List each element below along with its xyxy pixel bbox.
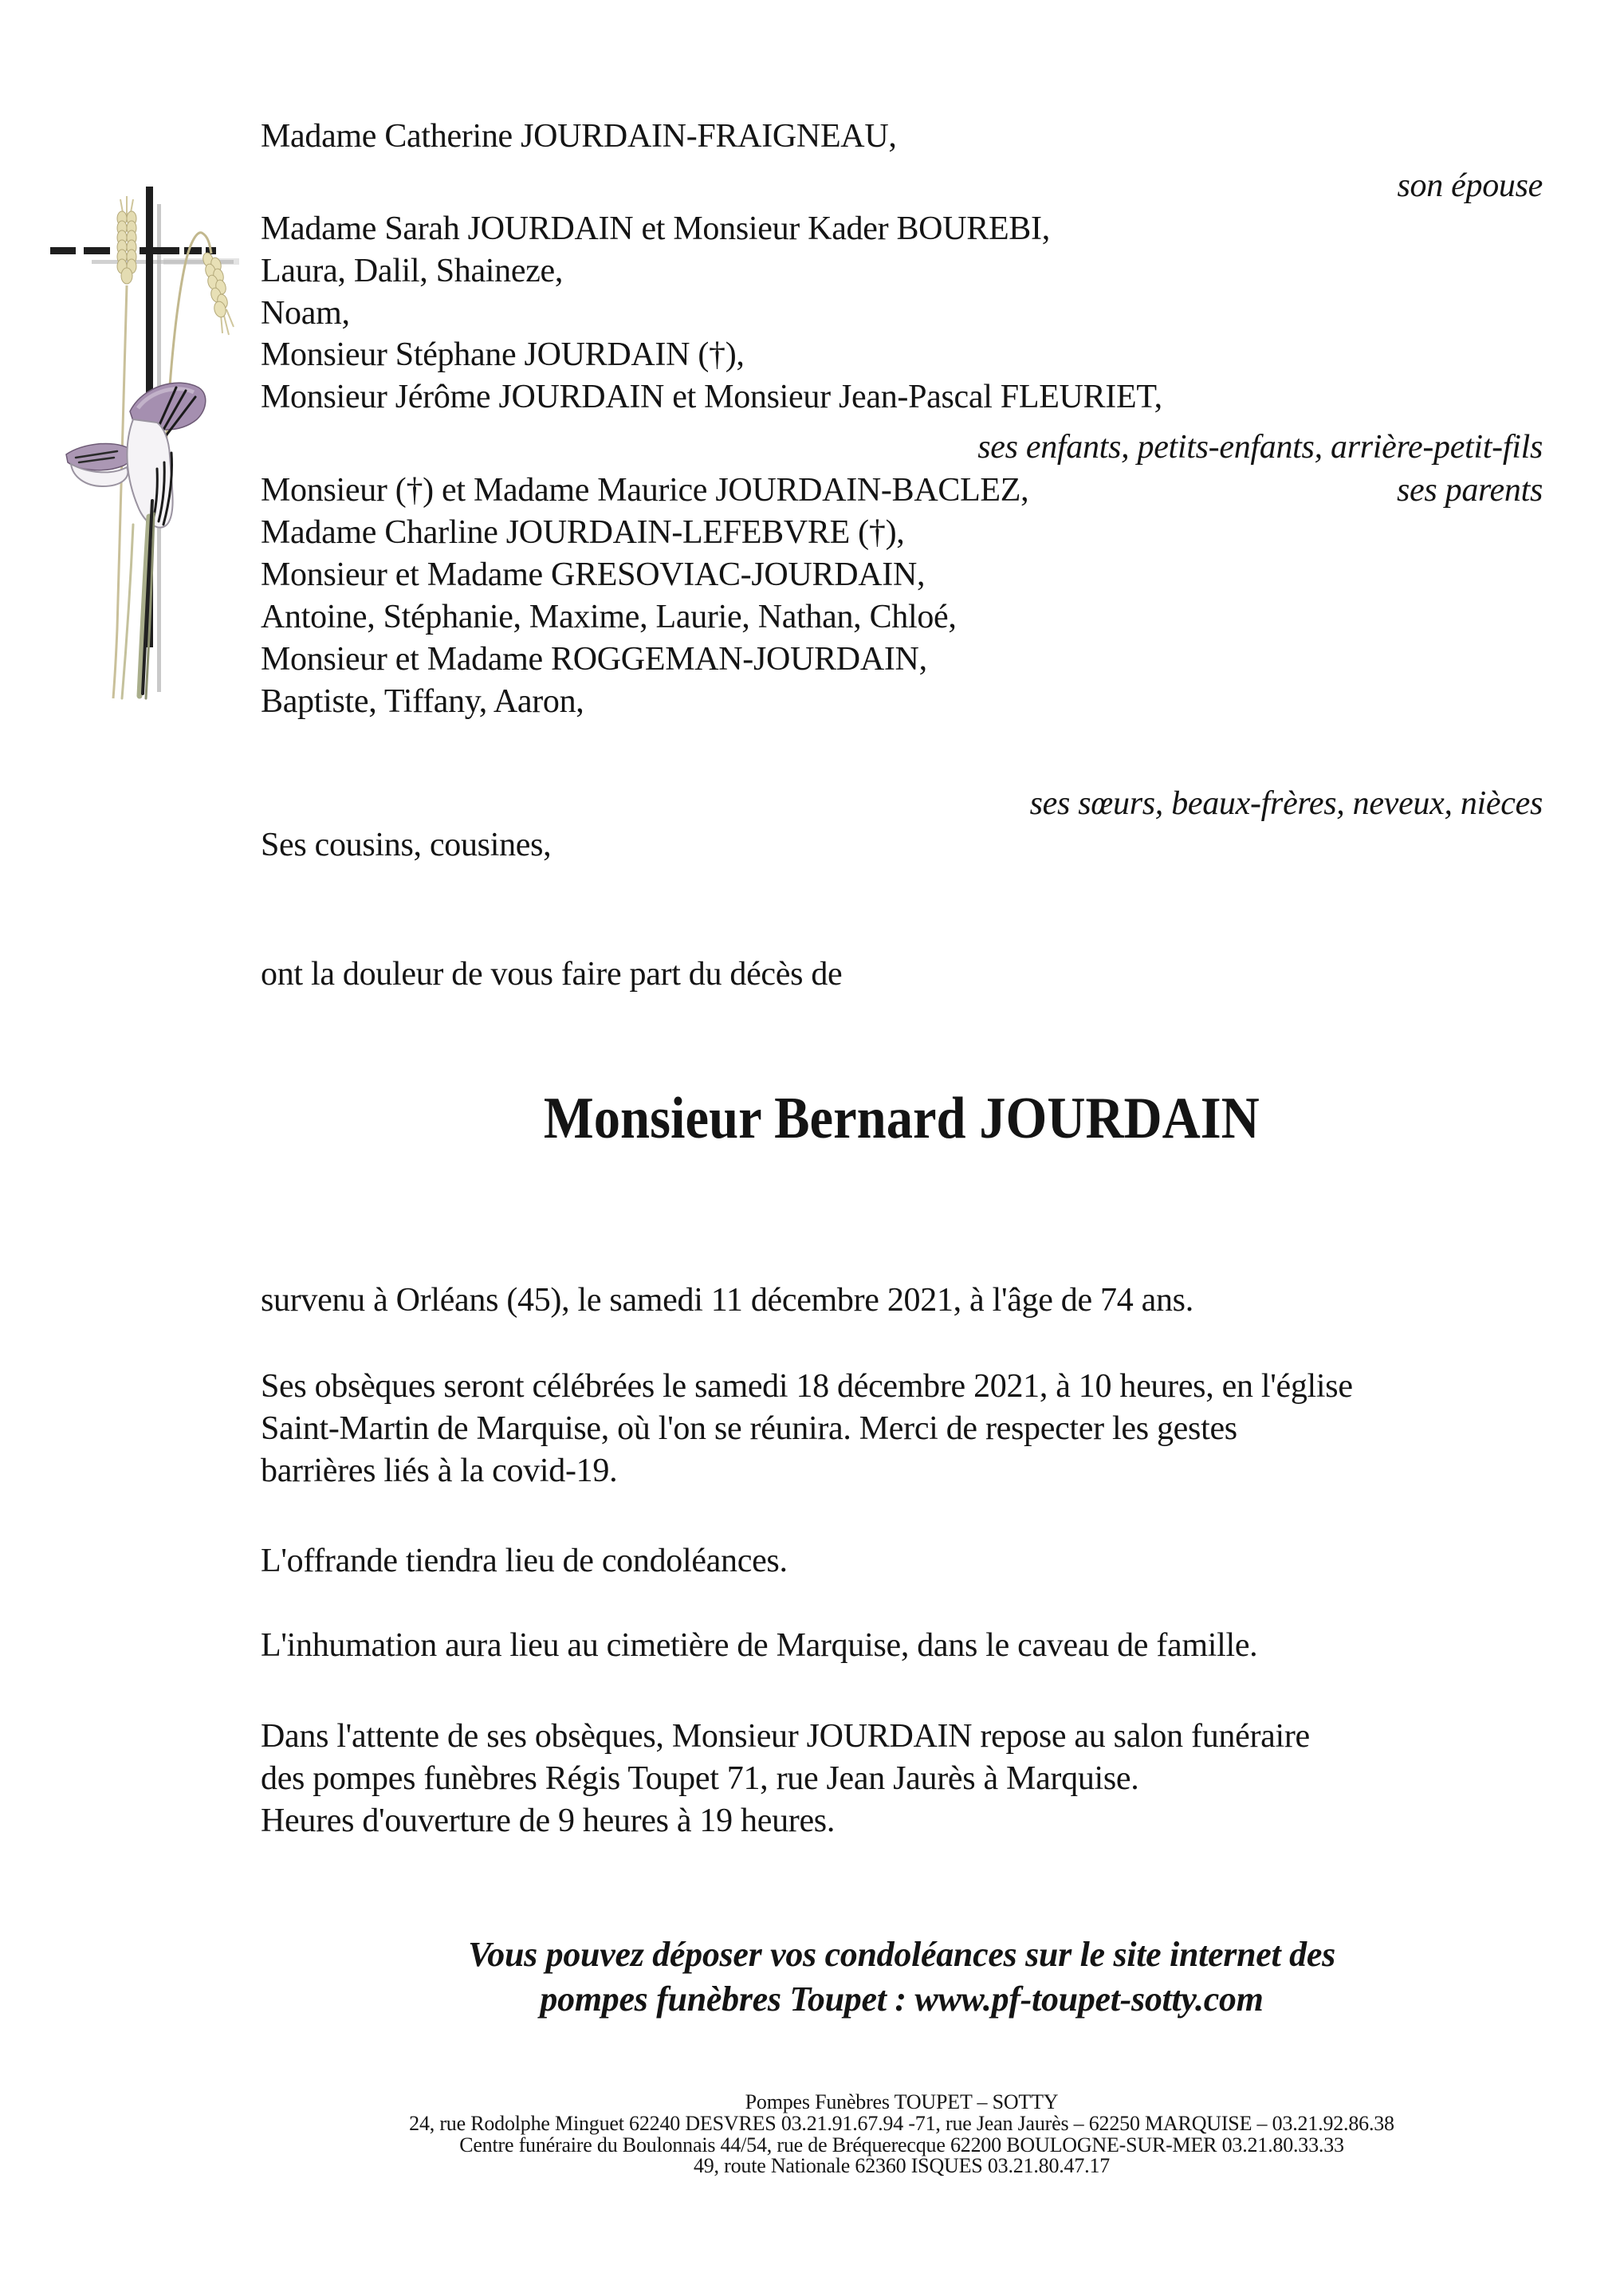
children-line-2: Laura, Dalil, Shaineze,: [261, 253, 564, 289]
condolences-line-2: pompes funèbres Toupet : www.pf-toupet-sotty.com: [540, 1980, 1264, 2019]
service-line-3: barrières liés à la covid-19.: [261, 1453, 618, 1489]
children-line-5: Monsieur Jérôme JOURDAIN et Monsieur Jean-Pascal FLEURIET,: [261, 379, 1162, 415]
footer-company-name: Pompes Funèbres TOUPET – SOTTY: [745, 2090, 1059, 2113]
service-line-1: Ses obsèques seront célébrées le samedi 18 décembre 2021, à 10 heures, en l'église: [261, 1368, 1353, 1405]
calla-lily-main-blossom: [127, 383, 205, 527]
footer-location-3: 49, route Nationale 62360 ISQUES 03.21.80.47.17: [693, 2154, 1111, 2177]
cross-calla-lily-wheat-illustration: [44, 182, 245, 700]
siblings-line-3: Antoine, Stéphanie, Maxime, Laurie, Nathan, Chloé,: [261, 599, 957, 635]
children-relation-label: ses enfants, petits-enfants, arrière-petit-fils: [977, 429, 1543, 466]
siblings-relation-label: ses sœurs, beaux-frères, neveux, nièces: [1029, 785, 1543, 822]
calla-lily-side-blossom: [66, 443, 132, 486]
repose-line-3: Heures d'ouverture de 9 heures à 19 heures.: [261, 1803, 836, 1839]
cross-shadow-horizontal-2: [163, 258, 239, 265]
repose-line-1: Dans l'attente de ses obsèques, Monsieur JOURDAIN repose au salon funéraire: [261, 1718, 1310, 1755]
service-line-2: Saint-Martin de Marquise, où l'on se réunira. Merci de respecter les gestes: [261, 1410, 1237, 1447]
footer-location-2: Centre funéraire du Boulonnais 44/54, rue de Bréquerecque 62200 BOULOGNE-SUR-MER 03.21.80.33.33: [459, 2133, 1344, 2156]
spouse-name-line: Madame Catherine JOURDAIN-FRAIGNEAU,: [261, 118, 897, 155]
death-details-line: survenu à Orléans (45), le samedi 11 décembre 2021, à l'âge de 74 ans.: [261, 1282, 1193, 1319]
children-line-3: Noam,: [261, 295, 350, 332]
parents-relation-label: ses parents: [1397, 472, 1543, 509]
burial-line: L'inhumation aura lieu au cimetière de Marquise, dans le caveau de famille.: [261, 1627, 1258, 1664]
children-line-1: Madame Sarah JOURDAIN et Monsieur Kader BOUREBI,: [261, 210, 1050, 247]
parents-line: [261, 472, 1543, 509]
siblings-line-4: Monsieur et Madame ROGGEMAN-JOURDAIN,: [261, 641, 927, 678]
children-line-4: Monsieur Stéphane JOURDAIN (†),: [261, 336, 745, 373]
deceased-name-text: Monsieur Bernard JOURDAIN: [544, 1086, 1260, 1151]
wheat-stalk-arched: [163, 233, 234, 517]
cousins-line: Ses cousins, cousines,: [261, 827, 552, 863]
repose-line-2: des pompes funèbres Régis Toupet 71, rue Jean Jaurès à Marquise.: [261, 1760, 1139, 1797]
spouse-relation-label: son épouse: [1397, 167, 1543, 204]
condolences-line-1: Vous pouvez déposer vos condoléances sur le site internet des: [468, 1935, 1335, 1974]
footer-location-1: 24, rue Rodolphe Minguet 62240 DESVRES 03.21.91.67.94 -71, rue Jean Jaurès – 62250 MARQUISE – 03.21.92.86.38: [409, 2112, 1394, 2135]
siblings-line-5: Baptiste, Tiffany, Aaron,: [261, 683, 584, 720]
parents-name: Monsieur (†) et Madame Maurice JOURDAIN-BACLEZ,: [261, 472, 1029, 509]
siblings-line-2: Monsieur et Madame GRESOVIAC-JOURDAIN,: [261, 556, 926, 593]
deceased-name-title: [261, 1087, 1543, 1151]
offering-line: L'offrande tiendra lieu de condoléances.: [261, 1543, 788, 1579]
announcement-intro: ont la douleur de vous faire part du décès de: [261, 956, 843, 993]
siblings-line-1: Madame Charline JOURDAIN-LEFEBVRE (†),: [261, 514, 905, 551]
